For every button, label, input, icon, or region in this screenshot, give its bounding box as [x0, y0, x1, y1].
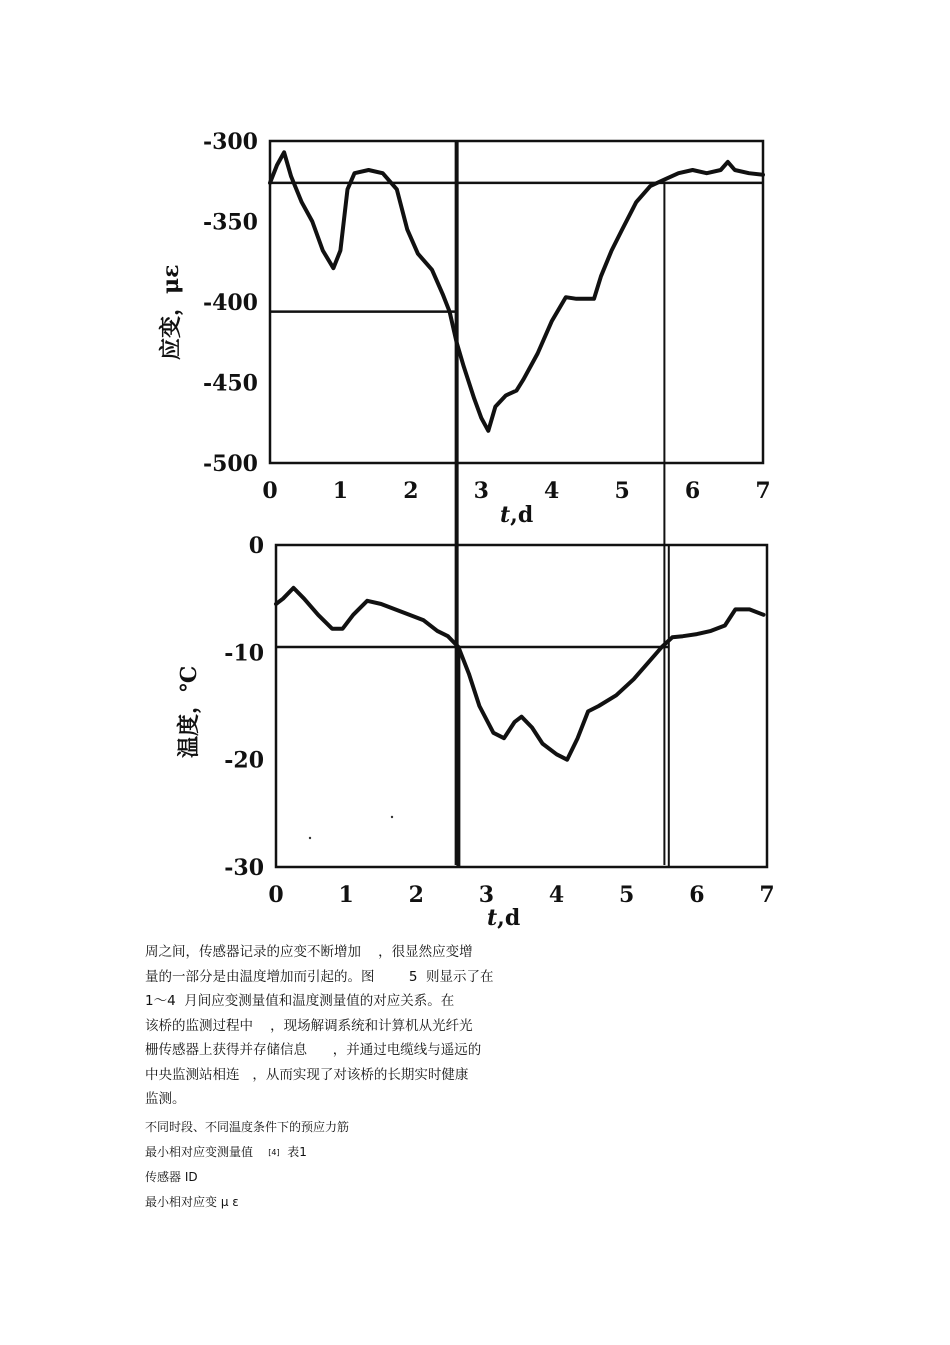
- body-line-2: 量的一部分是由温度增加而引起的。图 5 则显示了在: [145, 968, 494, 985]
- x-tick-label: 0: [268, 882, 284, 908]
- y-tick-label: -500: [202, 451, 258, 477]
- temperature-y-axis-label: 温度，℃: [176, 665, 202, 758]
- strain-x-axis-label: [500, 502, 533, 528]
- table-caption-line-1: 不同时段、不同温度条件下的预应力筋: [145, 1120, 350, 1134]
- strain-y-axis-label: 应变，με: [158, 264, 184, 360]
- sensor-id-label: 传感器 ID: [145, 1170, 198, 1184]
- temperature-series-line: [276, 588, 764, 760]
- strain-x-axis-label-var: t: [500, 502, 511, 528]
- temperature-x-axis-label-var: t: [487, 905, 498, 931]
- table-caption-line-2: [145, 1143, 307, 1160]
- strain-x-ticks: [262, 478, 770, 504]
- temperature-chart: [176, 533, 775, 931]
- strain-series-line: [270, 152, 763, 431]
- temperature-y-ticks: [224, 533, 264, 881]
- x-tick-label: 3: [478, 882, 495, 908]
- strain-plot-frame: [270, 141, 763, 463]
- temperature-plot-frame: [276, 545, 767, 867]
- x-tick-label: 4: [548, 882, 565, 908]
- body-line-4: 该桥的监测过程中 ，现场解调系统和计算机从光纤光: [145, 1017, 473, 1034]
- x-tick-label: 0: [262, 478, 278, 504]
- temperature-x-ticks: [268, 882, 774, 908]
- y-tick-label: -300: [202, 129, 258, 155]
- table-caption-text: 最小相对应变测量值: [145, 1145, 254, 1159]
- scan-speck: [309, 837, 311, 839]
- strain-y-ticks: [203, 129, 258, 477]
- body-paragraph: [145, 940, 494, 1112]
- temperature-x-axis-label: [487, 905, 520, 931]
- y-tick-label: -350: [202, 209, 258, 236]
- body-line-1: 周之间，传感器记录的应变不断增加 ，很显然应变增: [145, 944, 473, 960]
- temperature-reference-lines: [276, 545, 669, 867]
- x-tick-label: 4: [544, 478, 560, 504]
- x-tick-label: 6: [684, 478, 701, 504]
- x-tick-label: 7: [755, 478, 771, 504]
- x-tick-label: 3: [473, 478, 489, 504]
- body-line-3: 1～4 月间应变测量值和温度测量值的对应关系。在: [145, 993, 455, 1009]
- x-tick-label: 6: [689, 882, 705, 908]
- scan-speck: [391, 816, 393, 818]
- body-line-6: 中央监测站相连 ，从而实现了对该桥的长期实时健康: [145, 1066, 469, 1083]
- body-line-5: 栅传感器上获得并存储信息 ，并通过电缆线与遥远的: [145, 1042, 482, 1058]
- x-tick-label: 1: [338, 882, 354, 908]
- body-line-7: 监测。: [145, 1091, 186, 1107]
- y-tick-label: -20: [224, 747, 264, 774]
- y-tick-label: -30: [224, 855, 264, 881]
- y-tick-label: -400: [202, 290, 258, 316]
- citation-ref: [4]: [268, 1148, 280, 1157]
- y-tick-label: 0: [248, 533, 264, 559]
- min-relative-strain-label: 最小相对应变 μ ε: [145, 1195, 239, 1209]
- x-tick-label: 7: [759, 882, 775, 908]
- x-tick-label: 1: [332, 478, 349, 504]
- x-tick-label: 5: [619, 882, 635, 908]
- y-tick-label: -10: [224, 640, 264, 667]
- x-tick-label: 2: [403, 478, 419, 504]
- table-label: 表1: [287, 1145, 307, 1159]
- temperature-x-axis-label-unit: ,d: [497, 905, 521, 931]
- x-tick-label: 2: [408, 882, 424, 908]
- y-tick-label: -450: [202, 370, 258, 397]
- strain-x-axis-label-unit: ,d: [510, 502, 534, 528]
- x-tick-label: 5: [614, 478, 630, 504]
